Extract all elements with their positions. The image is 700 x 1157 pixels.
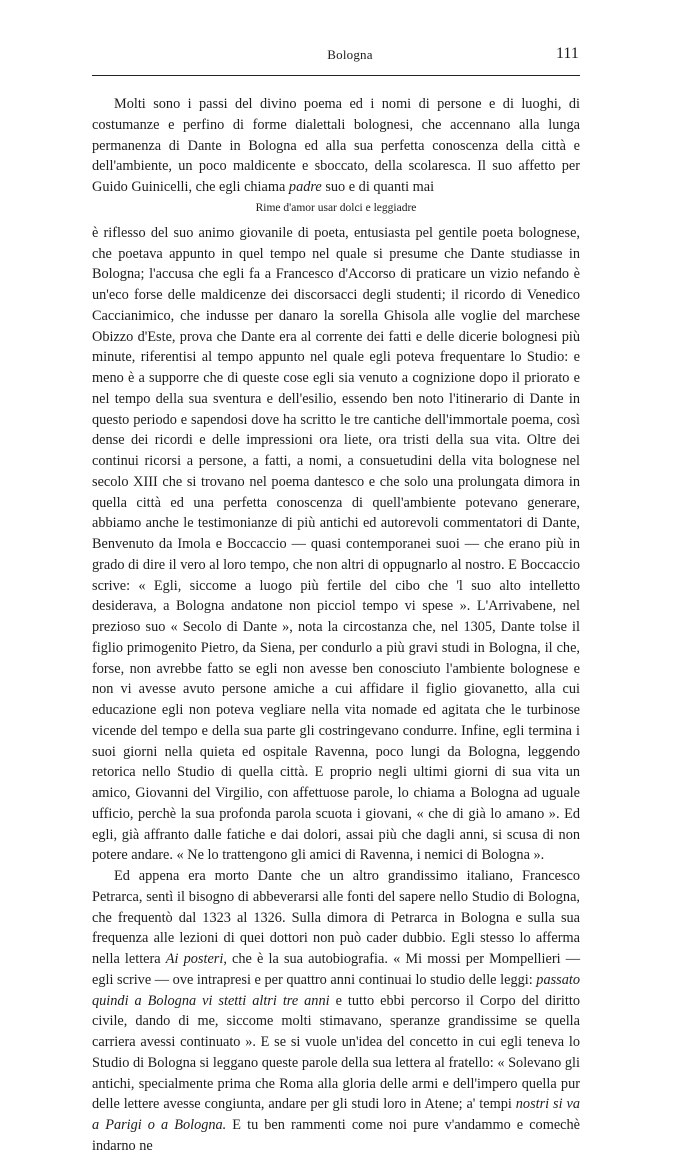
paragraph-1 [92,94,580,198]
verse-quotation: Rime d'amor usar dolci e leggiadre [255,201,417,214]
paragraph-1-italic-padre: padre [288,179,322,195]
paragraph-3-italic-ai-posteri: Ai posteri [165,951,224,967]
paragraph-3-text-c: e tutto ebbi percorso il Corpo del diritto civile, dando di me, siccome molti stimavano, speranze grandissime se quella carriera avessi continuato ». E se si vuole un'idea del concetto in cui egli teneva lo Studio di Bologna si leggano queste parole della sua lettera al fratello: « Solevano gli antichi, specialmente prima che Roma alla gloria delle armi e dell'impero quella pur delle lettere avesse congiunta, andare per gli studi loro in Atene; a' tempi [92,992,580,1113]
paragraph-3-italic-parigi: nostri si va a Parigi o a Bologna. [92,1096,580,1133]
page-number: 111 [556,45,579,62]
paragraph-2-text: è riflesso del suo animo giovanile di poeta, entusiasta pel gentile poeta bolognese, che poetava appunto in quel tempo nel quale si presume che Dante studiasse in Bologna; l'accusa che egli fa a Francesco d'Accorso di praticare un vizio nefando è un'eco forse delle maldicenze dei discorsacci degli studenti; il ricordo di Venedico Caccianimico, che indusse per danaro la sorella Ghisola alle voglie del marchese Obizzo d'Este, prova che Dante era al corrente dei fatti e delle dicerie bolognesi più minute, riferentisi al tempo appunto nel quale egli poteva frequentare lo Studio: e meno è a supporre che di queste cose egli sia venuto a cognizione dopo il priorato e nel tempo della sua sventura e dell'esilio, essendo ben noto l'itinerario di Dante in questo periodo e sapendosi dove ha scritto le tre cantiche dell'immortale poema, così dense dei ricordi e delle impressioni ora liete, ora tristi della sua vita. Oltre dei continui ricorsi a persone, a fatti, a nomi, a consuetudini della vita bolognese nel secolo XIII che si trovano nel poema dantesco e che solo una prolungata dimora in quella città ed una perfetta conoscenza di quell'ambiente potevano generare, abbiamo anche le testimonianze di più antichi ed autorevoli commentatori di Dante, Benvenuto da Imola e Boccaccio — quasi contemporanei suoi — che erano più in grado di dire il vero al loro tempo, che non altri di oppugnarlo al nostro. E Boccaccio scrive: « Egli, siccome a luogo più fertile del cibo che 'l suo alto intelletto desiderava, a Bologna andatone non picciol tempo vi spese ». L'Arrivabene, nel prezioso suo « Secolo di Dante », nota la circostanza che, nel 1305, Dante tolse il figlio primogenito Pietro, da Siena, per condurlo a più gravi studi in Bologna, il che, forse, non avrebbe fatto se egli non avesse ben conosciuto l'ambiente bolognese e non vi avesse avuto persone amiche a cui affidare il figlio giovanetto, alla cui educazione egli non poteva vegliare nella vita nomade ed agitata che le turbinose vicende del tempo e della sua parte gli costringevano condurre. Infine, egli termina i suoi giorni nella quieta ed ospitale Ravenna, poco lungi da Bologna, leggendo retorica nello Studio di quella città. E proprio negli ultimi giorni di sua vita un amico, Giovanni del Virgilio, con affettuose parole, lo chiama a Bologna ad uguale ufficio, perchè la sua profonda parola scuota i giovani, « che di già lo amano ». Ed egli, già affranto dalle fatiche e dai dolori, assai più che dagli anni, si scusa di non potere andare. « Ne lo trattengono gli amici di Ravenna, i nemici di Bologna ». [92,224,580,864]
paragraph-3 [92,866,580,1157]
paragraph-1-text-b: suo e di quanti mai [321,179,435,195]
paragraph-3-text-b: , che è la sua autobiografia. « Mi mossi per Mompellieri — egli scrive — ove intrapresi e per quattro anni continuai lo studio delle leggi: [92,951,580,988]
paragraph-1-text-a: Molti sono i passi del divino poema ed i nomi di persone e di luoghi, di costumanze e perfino di forme dialettali bolognesi, che accennano alla lunga permanenza di Dante in Bologna ed alla sua perfetta conoscenza della città e dell'ambiente, un poco maldicente e sboccato, della scolaresca. Il suo affetto per Guido Guinicelli, che egli chiama [92,96,580,195]
paragraph-3-text-d: E tu ben rammenti come noi pure v'andammo e comechè indarno ne [92,1117,580,1154]
running-title: Bologna [327,47,373,62]
body-text [92,94,580,1157]
paragraph-2 [92,223,580,866]
paragraph-3-text-a: Ed appena era morto Dante che un altro grandissimo italiano, Francesco Petrarca, sentì il bisogno di abbeverarsi alle fonti del sapere nello Studio di Bologna, che frequentò dal 1323 al 1326. Sulla dimora di Petrarca in Bologna e sulla sua frequenza alle lezioni di quei dottori non può cader dubbio. Egli stesso lo afferma nella lettera [92,868,580,967]
paragraph-3-italic-quotation: passato quindi a Bologna vi stetti altri tre anni [92,971,580,1009]
header-rule [92,75,580,76]
